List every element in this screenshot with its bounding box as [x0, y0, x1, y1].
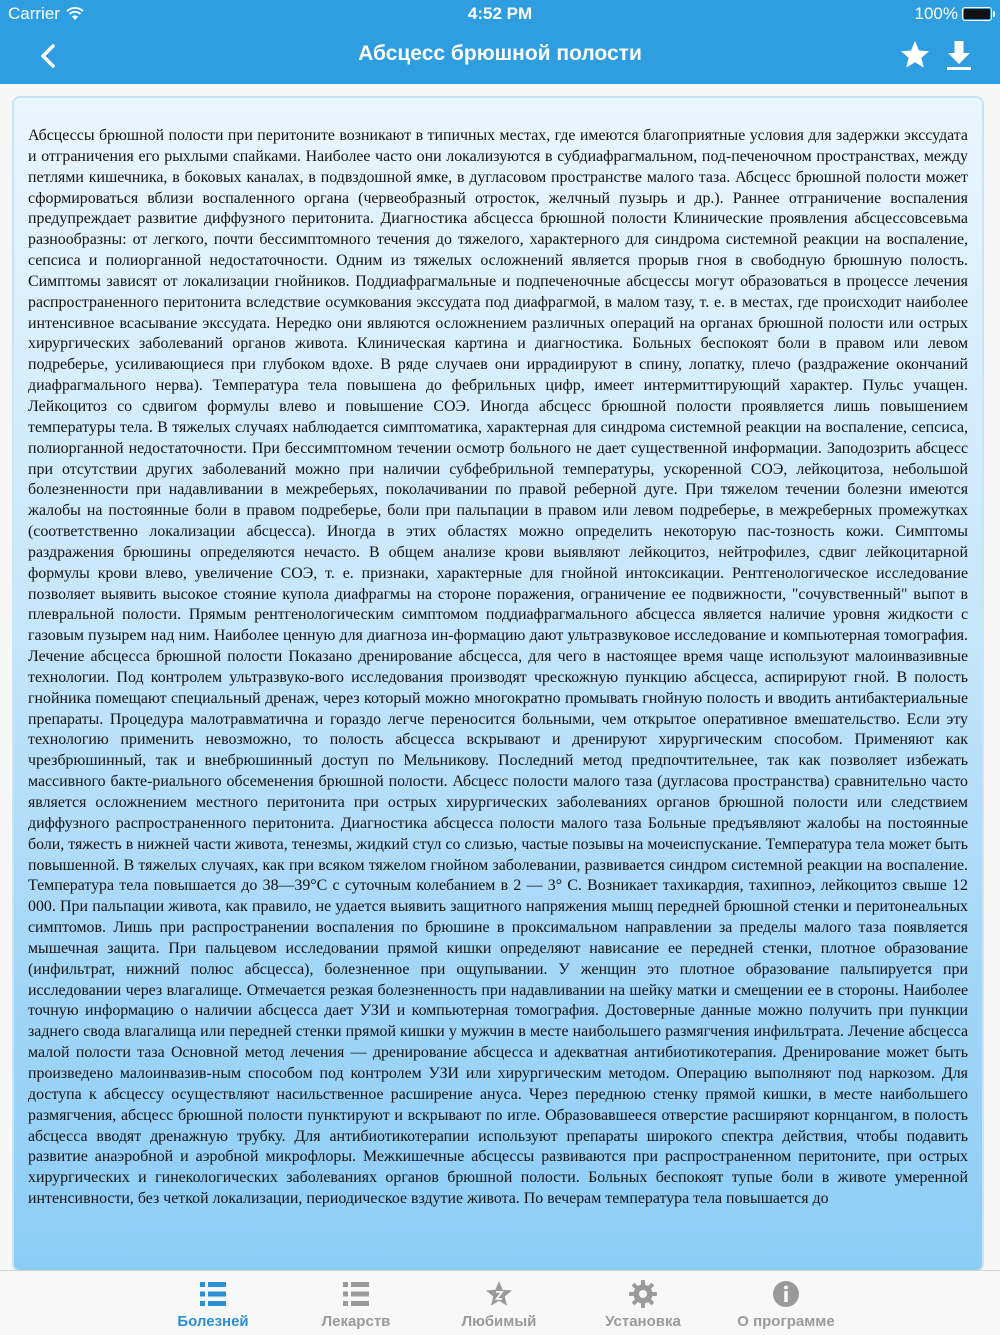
- tab-settings[interactable]: [588, 1271, 698, 1335]
- download-icon[interactable]: [942, 38, 976, 72]
- tab-label: Любимый: [461, 1313, 537, 1330]
- star-icon: [484, 1279, 514, 1309]
- page-title: Абсцесс брюшной полости: [358, 42, 642, 65]
- carrier-label: Carrier: [8, 4, 60, 23]
- navigation-bar: [0, 0, 1000, 84]
- tab-label: Лекарств: [321, 1313, 391, 1330]
- article-body: Абсцессы брюшной полости при перитоните возникают в типичных местах, где имеются благоприятные условия для задержки экссудата и отграничения его рыхлыми спайками. Наиболее часто они локализуются в субдиафрагмальном, под-печеночном пространствах, между петлями кишечника, в боковых каналах, в подвздошной ямке, в дугласовом пространстве малого таза. Абсцесс брюшной полости может сформироваться вблизи воспаленного органа (червеобразный отросток, желчный пузырь и др.). Раннее отграничение воспаления предупреждает развитие диффузного перитонита. Диагностика абсцесса брюшной полости Клинические проявления абсцессовсевьма разнообразны: от легкого, почти бессимптомного течения до тяжелого, характерного для синдрома системной реакции на воспаление, сепсиса и полиорганной недостаточности. Одним из тяжелых осложнений является прорыв гноя в свободную брюшную полость. Симптомы зависят от локализации гнойников. Поддиафрагмальные и подпеченочные абсцессы могут образоваться в процессе лечения распространенного перитонита вследствие осумкования экссудата под диафрагмой, в малом тазу, т. е. в местах, где происходит наиболее интенсивное всасывание экссудата. Нередко они являются осложнением различных операций на органах брюшной полости или острых хирургических заболеваний органов живота. Клиническая картина и диагностика. Больных беспокоят боли в правом или левом подреберье, усиливающиеся при глубоком вдохе. В ряде случаев они иррадиируют в спину, лопатку, плечо (раздражение окончаний диафрагмального нерва). Температура тела повышена до фебрильных цифр, имеет интермиттирующий характер. Пульс учащен. Лейкоцитоз со сдвигом формулы влево и повышение СОЭ. Иногда абсцесс брюшной полости проявляется лишь повышением температуры тела. В тяжелых случаях наблюдается симптоматика, характерная для синдрома системной реакции на воспаление, сепсиса, полиорганной недостаточности. При бессимптомном течении осмотр больного не дает существенной информации. Заподозрить абсцесс при отсутствии других заболеваний можно при наличии субфебрильной температуры, ускоренной СОЭ, лейкоцитоза, небольшой болезненности при надавливании в межреберьях, поколачивании по правой реберной дуге. При тяжелом течении болезни имеются жалобы на постоянные боли в правом подреберье, боли при пальпации в правом или левом подреберье, в межреберных промежутках (соответственно локализации абсцесса). Иногда в этих областях можно определить некоторую пас-тозность кожи. Симптомы раздражения брюшины определяются нечасто. В общем анализе крови выявляют лейкоцитоз, нейтрофилез, сдвиг лейкоцитарной формулы крови влево, увеличение СОЭ, т. е. признаки, характерные для гнойной интоксикации. Рентгенологическое исследование позволяет выявить высокое стояние купола диафрагмы на стороне поражения, ограничение ее подвижности, "сочувственный" выпот в плевральной полости. Прямым рентгенологическим симптомом поддиафрагмального абсцесса является наличие уровня жидкости с газовым пузырем над ним. Наиболее ценную для диагноза ин-формацию дают ультразвуковое исследование и компьютерная томография. Лечение абсцесса брюшной полости Показано дренирование абсцесса, для чего в настоящее время чаще используют малоинвазивные технологии. Под контролем ультразвуко-вого исследования производят чрескожную пункцию абсцесса, аспирируют гной. В полость гнойника помещают специальный дренаж, через который можно многократно промывать гнойную полость и вводить антибактериальные препараты. Процедура малотравматична и гораздо легче переносится больными, чем открытое оперативное вмешательство. Если эту технологию применить невозможно, то полость абсцесса вскрывают и дренируют хирургическим способом. Применяют как чрезбрюшинный, так и внебрюшинный доступ по Мельникову. Последний метод предпочтительнее, так как позволяет избежать массивного бакте-риального обсеменения брюшной полости. Абсцесс полости малого таза (дугласова пространства) сравнительно часто является осложнением местного перитонита при острых хирургических заболеваниях органов брюшной полости или следствием диффузного распространенного перитонита. Диагностика абсцесса полости малого таза Больные предъявляют жалобы на постоянные боли, тяжесть в нижней части живота, тенезмы, жидкий стул со слизью, частые позывы на мочеиспускание. Температура тела может быть повышенной. В тяжелых случаях, как при всяком тяжелом гнойном заболевании, развивается синдром системной реакции на воспаление. Температура тела повышается до 38—39°С с суточным колебанием в 2 — 3° С. Возникает тахикардия, тахипноэ, лейкоцитоз свыше 12 000. При пальпации живота, как правило, не удается выявить защитного напряжения мышц передней брюшной стенки и перитонеальных симптомов. Лишь при распространении воспаления по брюшине в проксимальном направлении за пределы малого таза появляется мышечная защита. При пальцевом исследовании прямой кишки определяют нависание ее передней стенки, плотное образование (инфильтрат, нижний полюс абсцесса), болезненное при ощупывании. У женщин это плотное образование пальпируется при исследовании через влагалище. Отмечается резкая болезненность при надавливании на шейку матки и смещении ее в стороны. Наиболее точную информацию о наличии абсцесса дает УЗИ и компьютерная томография. Достоверные данные можно получить при пункции заднего свода влагалища или передней стенки прямой кишки у мужчин в месте наибольшего размягчения инфильтрата. Лечение абсцесса малой полости таза Основной метод лечения — дренирование абсцесса и адекватная антибиотикотерапия. Дренирование может быть произведено малоинвазив-ным способом под контролем УЗИ или хирургическим методом. Операцию выполняют под наркозом. Для доступа к абсцессу осуществляют насильственное расширение ануса. Через переднюю стенку прямой кишки, в месте наибольшего размягчения, абсцесс брюшной полости пунктируют и вскрывают по игле. Образовавшееся отверстие расширяют корнцангом, в полость абсцесса вводят дренажную трубку. Для антибиотикотерапии используют препараты широкого спектра действия, чтобы подавить развитие анаэробной и аэробной микрофлоры. Межкишечные абсцессы развиваются при распространенном перитоните, при острых хирургических и гинекологических заболеваниях органов брюшной полости. Больных беспокоят тупые боли в животе умеренной интенсивности, без четкой локализации, периодическое вздутие живота. По вечерам температура тела повышается до: [28, 127, 968, 1208]
- tab-diseases[interactable]: [158, 1271, 268, 1335]
- status-battery: [915, 4, 992, 24]
- article-card[interactable]: [12, 96, 984, 1272]
- info-icon: [771, 1279, 801, 1309]
- tab-label: Установка: [605, 1313, 681, 1330]
- tab-bar: [0, 1270, 1000, 1335]
- gear-icon: [628, 1279, 658, 1309]
- tab-label: О программе: [737, 1313, 835, 1330]
- list-icon: [198, 1279, 228, 1309]
- tab-about[interactable]: [731, 1271, 841, 1335]
- list-icon: [341, 1279, 371, 1309]
- tab-drugs[interactable]: [301, 1271, 411, 1335]
- status-time: 4:52 PM: [467, 4, 533, 23]
- battery-percent: 100%: [914, 4, 958, 23]
- tab-label: Болезней: [177, 1313, 249, 1330]
- battery-icon: [962, 7, 992, 21]
- favorite-star-icon[interactable]: [898, 38, 932, 72]
- tab-favorites[interactable]: [444, 1271, 554, 1335]
